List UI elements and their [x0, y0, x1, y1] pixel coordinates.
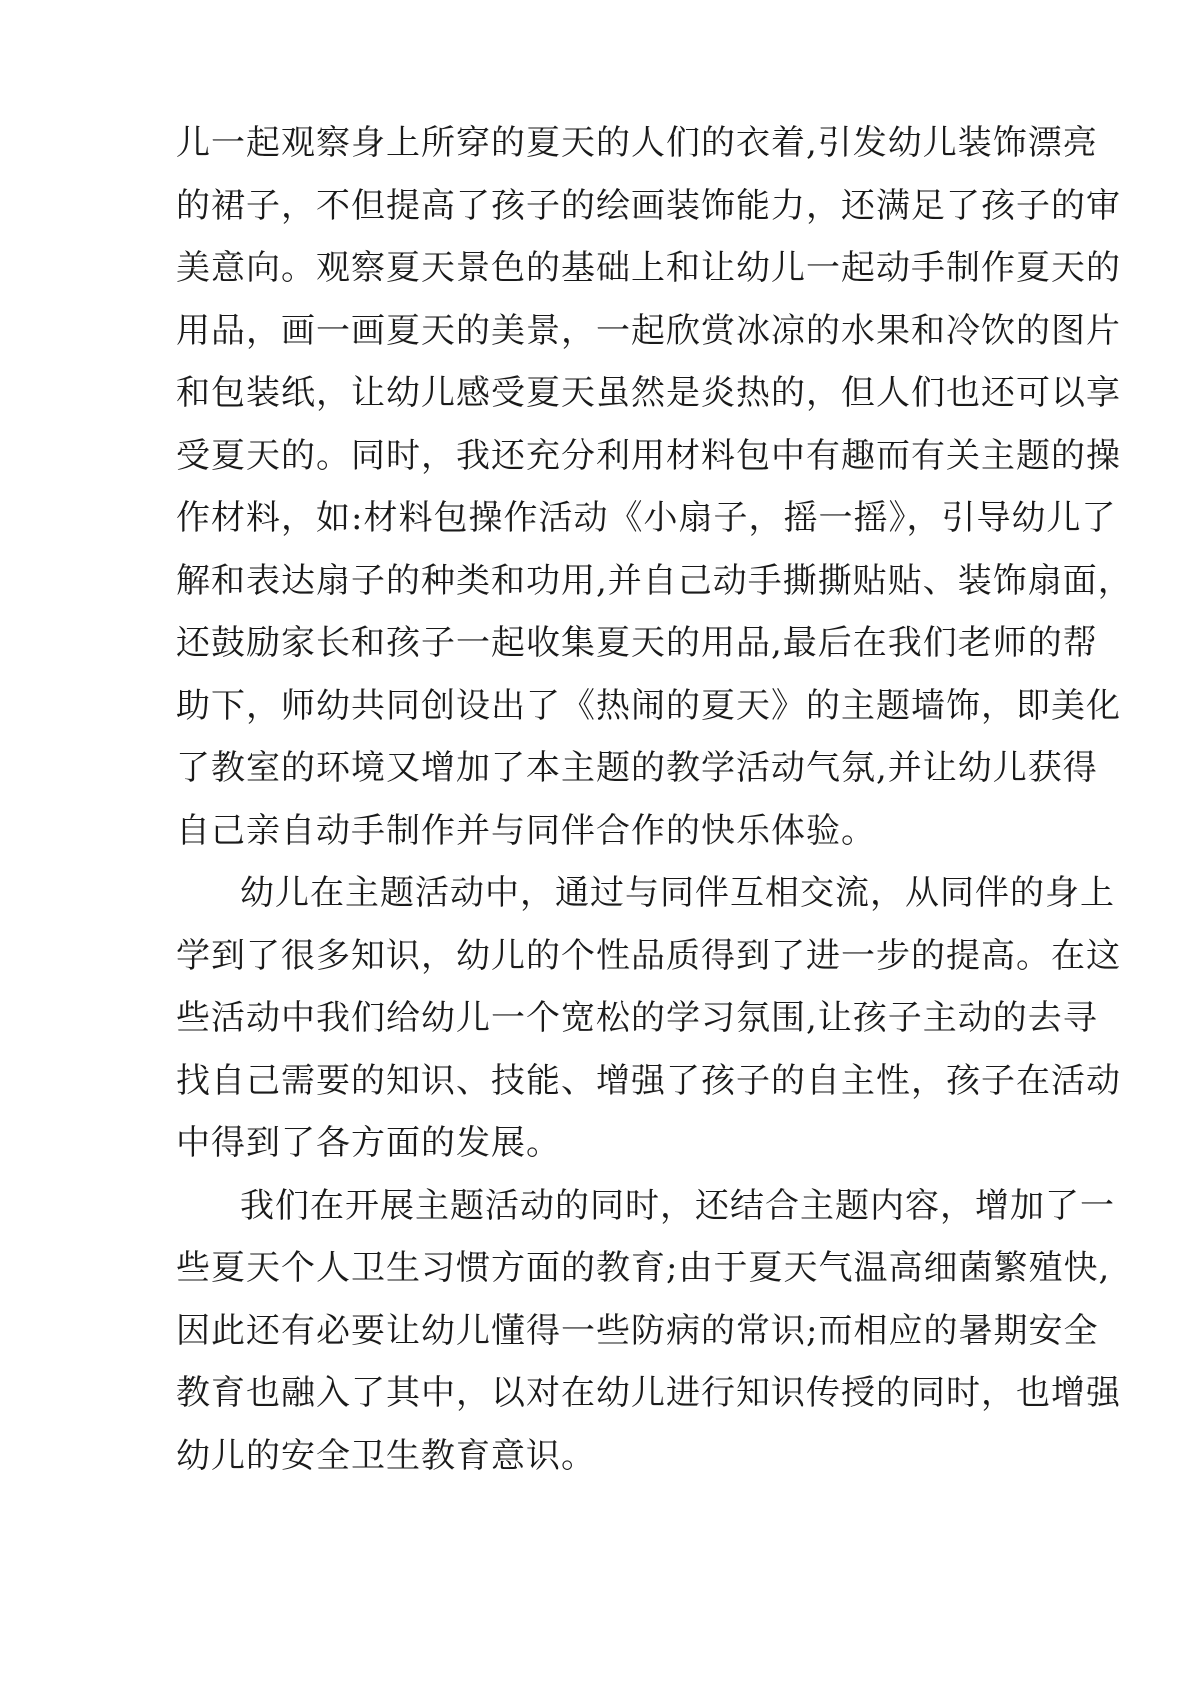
text-line: 教育也融入了其中，以对在幼儿进行知识传授的同时，也增强 — [176, 1373, 1121, 1413]
text-line: 用品，画一画夏天的美景，一起欣赏冰凉的水果和冷饮的图片 — [176, 310, 1121, 351]
text-line: 解和表达扇子的种类和功用,并自己动手撕撕贴贴、装饰扇面， — [176, 560, 1133, 601]
text-line: 幼儿在主题活动中，通过与同伴互相交流，从同伴的身上 — [240, 873, 1115, 913]
text-line: 的裙子，不但提高了孩子的绘画装饰能力，还满足了孩子的审 — [176, 185, 1121, 226]
text-line: 作材料，如:材料包操作活动《小扇子，摇一摇》，引导幼儿了 — [176, 498, 1117, 538]
text-line: 因此还有必要让幼儿懂得一些防病的常识;而相应的暑期安全 — [176, 1310, 1099, 1351]
text-line: 还鼓励家长和孩子一起收集夏天的用品,最后在我们老师的帮 — [176, 623, 1098, 663]
text-line: 中得到了各方面的发展。 — [176, 1123, 561, 1163]
text-line: 和包装纸，让幼儿感受夏天虽然是炎热的，但人们也还可以享 — [176, 373, 1121, 413]
paragraph-3 — [176, 1175, 1121, 1488]
text-line: 学到了很多知识，幼儿的个性品质得到了进一步的提高。在这 — [176, 935, 1121, 976]
text-line: 儿一起观察身上所穿的夏天的人们的衣着,引发幼儿装饰漂亮 — [176, 123, 1098, 163]
paragraph-2 — [176, 862, 1121, 1175]
text-line: 了教室的环境又增加了本主题的教学活动气氛,并让幼儿获得 — [176, 748, 1098, 788]
text-line: 美意向。观察夏天景色的基础上和让幼儿一起动手制作夏天的 — [176, 248, 1121, 288]
text-line: 助下，师幼共同创设出了《热闹的夏天》的主题墙饰，即美化 — [176, 685, 1121, 726]
text-line: 些活动中我们给幼儿一个宽松的学习氛围,让孩子主动的去寻 — [176, 998, 1098, 1038]
text-line: 受夏天的。同时，我还充分利用材料包中有趣而有关主题的操 — [176, 435, 1121, 476]
text-line: 自己亲自动手制作并与同伴合作的快乐体验。 — [176, 810, 876, 851]
paragraph-1 — [176, 112, 1133, 862]
text-line: 些夏天个人卫生习惯方面的教育;由于夏天气温高细菌繁殖快, — [176, 1248, 1111, 1288]
text-line: 幼儿的安全卫生教育意识。 — [176, 1435, 596, 1476]
text-line: 找自己需要的知识、技能、增强了孩子的自主性，孩子在活动 — [176, 1060, 1121, 1101]
document-body — [176, 112, 1133, 1487]
text-line: 我们在开展主题活动的同时，还结合主题内容，增加了一 — [240, 1185, 1115, 1226]
